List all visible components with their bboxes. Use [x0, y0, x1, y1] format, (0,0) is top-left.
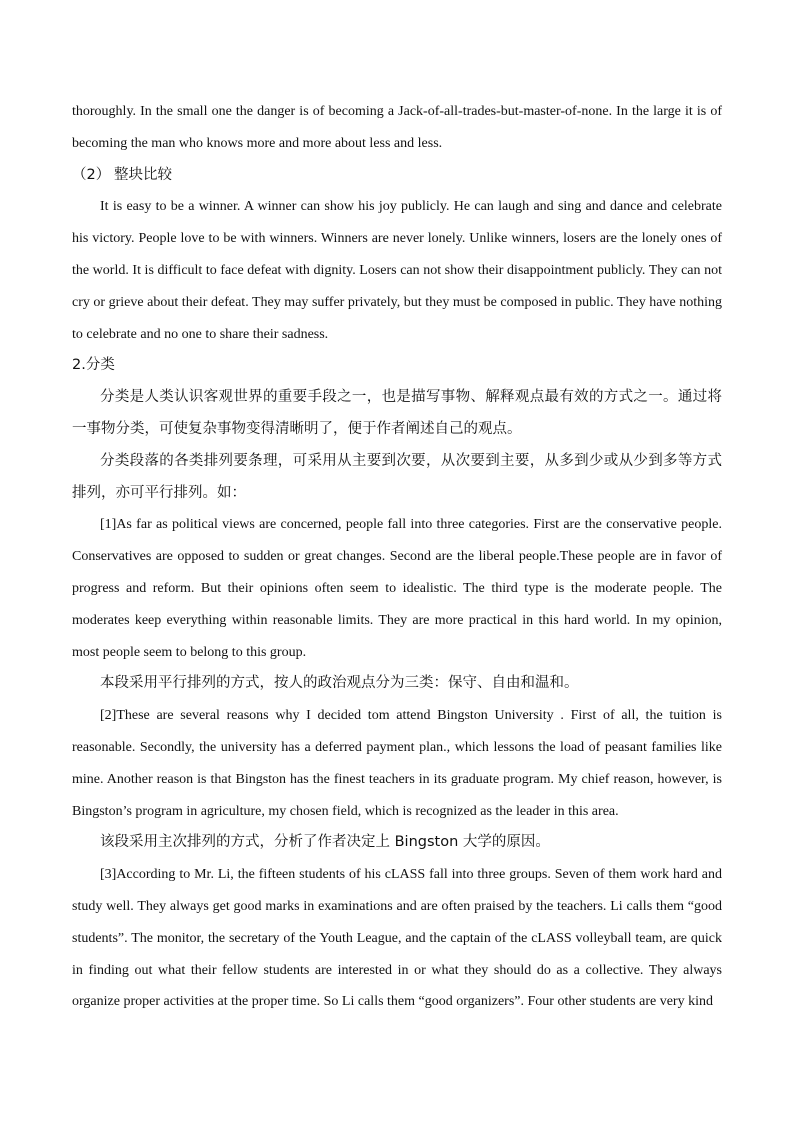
heading-number: （2）: [72, 166, 111, 183]
paragraph-classification-intro: 分类是人类认识客观世界的重要手段之一，也是描写事物、解释观点最有效的方式之一。通过将一事物分类，可使复杂事物变得清晰明了，便于作者阐述自己的观点。: [72, 389, 722, 437]
paragraph-classification-order: 分类段落的各类排列要条理，可采用从主要到次要，从次要到主要，从多到少或从少到多等方式排列，亦可平行排列。如：: [72, 452, 722, 501]
heading-text: 整块比较: [114, 166, 172, 183]
paragraph-continuation: thoroughly. In the small one the danger is of becoming a Jack-of-all-trades-but-master-of-none. In the large it is of becoming the man who knows more and more about less and less.: [72, 104, 722, 151]
paragraph-winner-loser: It is easy to be a winner. A winner can show his joy publicly. He can laugh and sing and dance and celebrate his victory. People love to be with winners. Winners are never lonely. Unlike winners, losers are the lonely ones of the world. It is difficult to face defeat with dignity. Losers can not show their disappointment publicly. They can not cry or grieve about their defeat. They may suffer privately, but they must be composed in public. They have nothing to celebrate and no one to share their sadness.: [72, 199, 722, 342]
example-1-political-views: [1]As far as political views are concerned, people fall into three categories. First are the conservative people. Conservatives are opposed to sudden or great changes. Second are the liberal people.These people are in favor of progress and reform. But their opinions often seem to idealistic. The third type is the moderate people. The moderates keep everything within reasonable limits. They are more practical in this hard world. In my opinion, most people seem to belong to this group.: [72, 517, 722, 660]
document-page: [72, 96, 722, 1018]
section-heading-whole-comparison: [72, 160, 722, 192]
section-heading-classification: 2.分类: [72, 357, 115, 374]
example-2-reasons: [2]These are several reasons why I decided tom attend Bingston University . First of all, the tuition is reasonable. Secondly, the university has a deferred payment plan., which lessons the load of peasant families like mine. Another reason is that Bingston has the finest teachers in its graduate program. My chief reason, however, is Bingston’s program in agriculture, my chosen field, which is recognized as the leader in this area.: [72, 708, 722, 819]
example-1-note: 本段采用平行排列的方式，按人的政治观点分为三类：保守、自由和温和。: [100, 675, 579, 692]
example-2-note: 该段采用主次排列的方式，分析了作者决定上 Bingston 大学的原因。: [100, 834, 550, 851]
example-3-student-groups: [3]According to Mr. Li, the fifteen students of his cLASS fall into three groups. Seven of them work hard and study well. They always get good marks in examinations and are often praised by the teachers. Li calls them “good students”. The monitor, the secretary of the Youth League, and the captain of the cLASS volleyball team, are quick in finding out what their fellow students are interested in or what they should do as a collective. They always organize proper activities at the proper time. So Li calls them “good organizers”. Four other students are very kind: [72, 867, 722, 1010]
